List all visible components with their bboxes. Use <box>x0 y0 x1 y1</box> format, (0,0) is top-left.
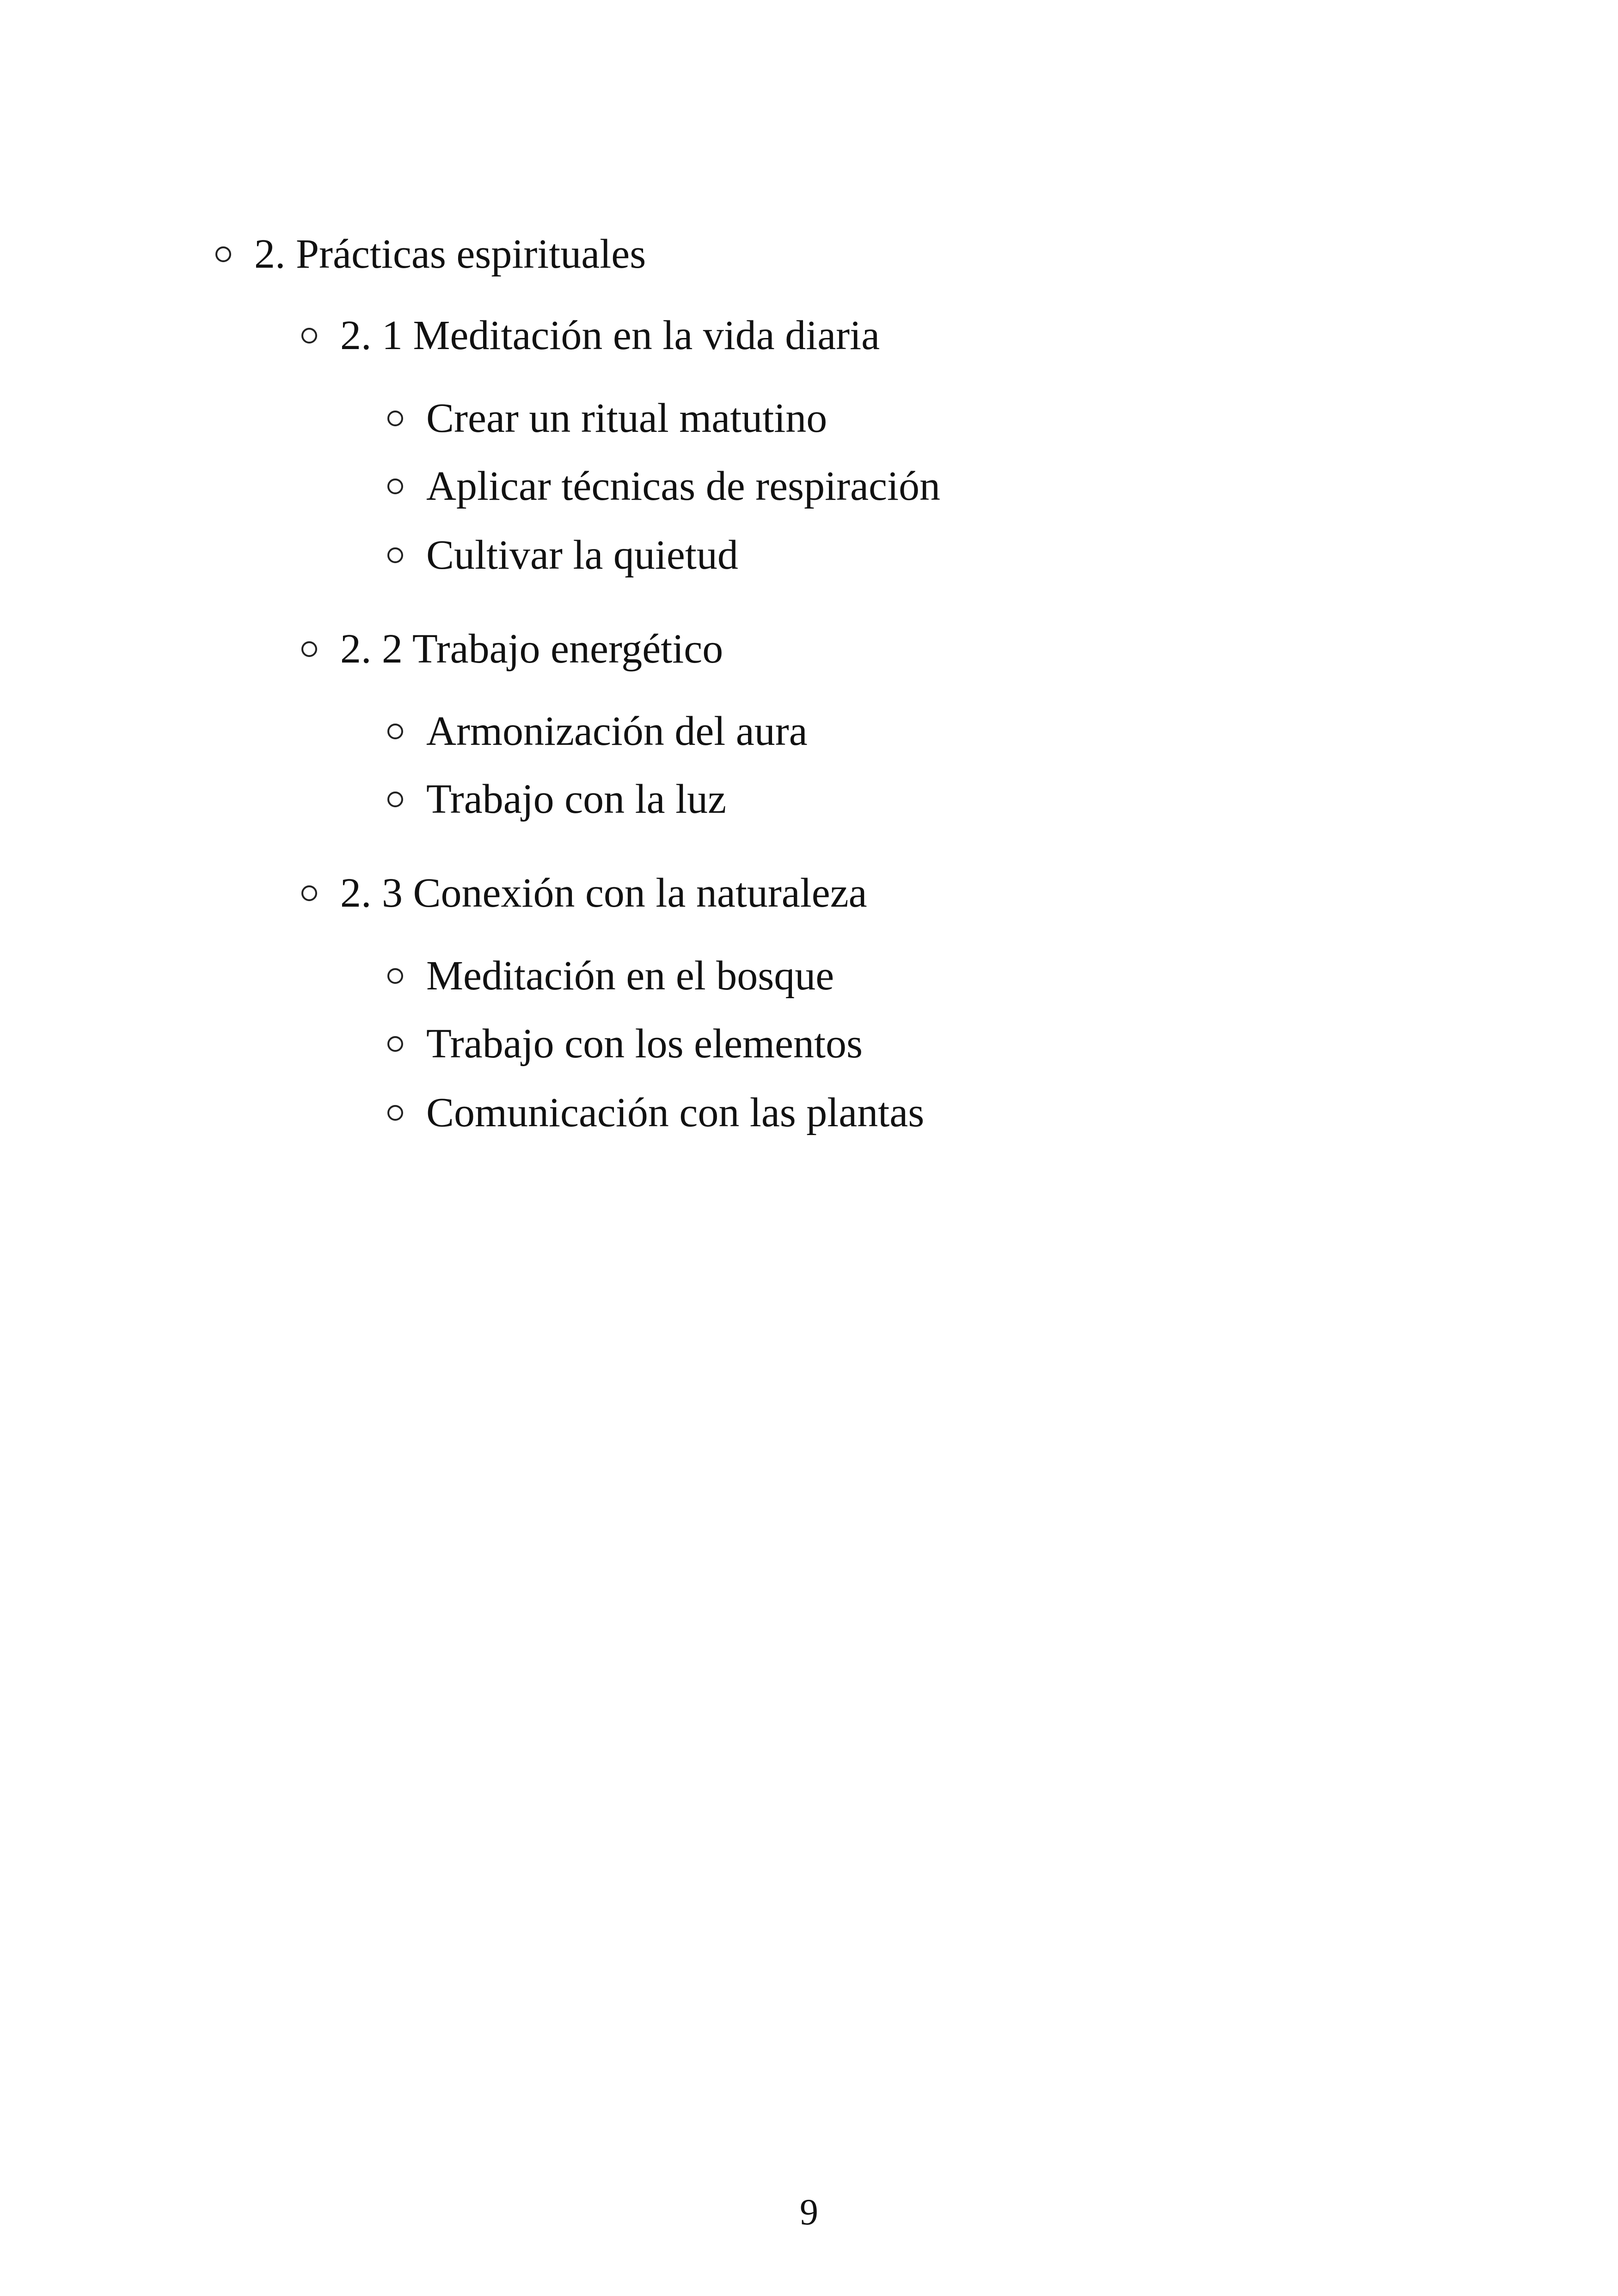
outline-item-subsection-1 <box>301 308 880 363</box>
outline-item-text: Armonización del aura <box>426 708 808 754</box>
hollow-circle-bullet-icon <box>387 411 403 426</box>
outline-item <box>387 528 738 583</box>
hollow-circle-bullet-icon <box>387 547 403 563</box>
hollow-circle-bullet-icon <box>387 1105 403 1121</box>
outline-item-text: Crear un ritual matutino <box>426 395 827 441</box>
outline-item-text: Cultivar la quietud <box>426 532 738 578</box>
hollow-circle-bullet-icon <box>387 792 403 807</box>
hollow-circle-bullet-icon <box>387 724 403 739</box>
outline-item <box>387 948 834 1004</box>
outline-item <box>387 1085 924 1141</box>
hollow-circle-bullet-icon <box>215 246 231 262</box>
hollow-circle-bullet-icon <box>301 328 317 344</box>
subsection-title: 2. 2 Trabajo energético <box>340 626 723 672</box>
hollow-circle-bullet-icon <box>387 968 403 984</box>
outline-item <box>387 772 726 827</box>
subsection-title: 2. 3 Conexión con la naturaleza <box>340 870 867 916</box>
hollow-circle-bullet-icon <box>301 885 317 901</box>
outline-item-text: Trabajo con la luz <box>426 776 727 822</box>
hollow-circle-bullet-icon <box>387 479 403 494</box>
outline-item-text: Meditación en el bosque <box>426 953 834 999</box>
section-title: 2. Prácticas espirituales <box>254 231 646 277</box>
outline-item-text: Comunicación con las plantas <box>426 1090 925 1136</box>
outline-item-subsection-2 <box>301 621 723 677</box>
outline-item-text: Aplicar técnicas de respiración <box>426 463 940 509</box>
page-number: 9 <box>800 2192 818 2233</box>
subsection-title: 2. 1 Meditación en la vida diaria <box>340 313 880 358</box>
outline-item-subsection-3 <box>301 866 867 921</box>
outline-item <box>387 391 827 446</box>
hollow-circle-bullet-icon <box>301 641 317 657</box>
outline-item <box>387 1016 863 1072</box>
outline-item-section <box>215 227 646 282</box>
outline-item <box>387 459 940 514</box>
hollow-circle-bullet-icon <box>387 1036 403 1052</box>
outline-item <box>387 704 808 759</box>
outline-item-text: Trabajo con los elementos <box>426 1021 863 1067</box>
